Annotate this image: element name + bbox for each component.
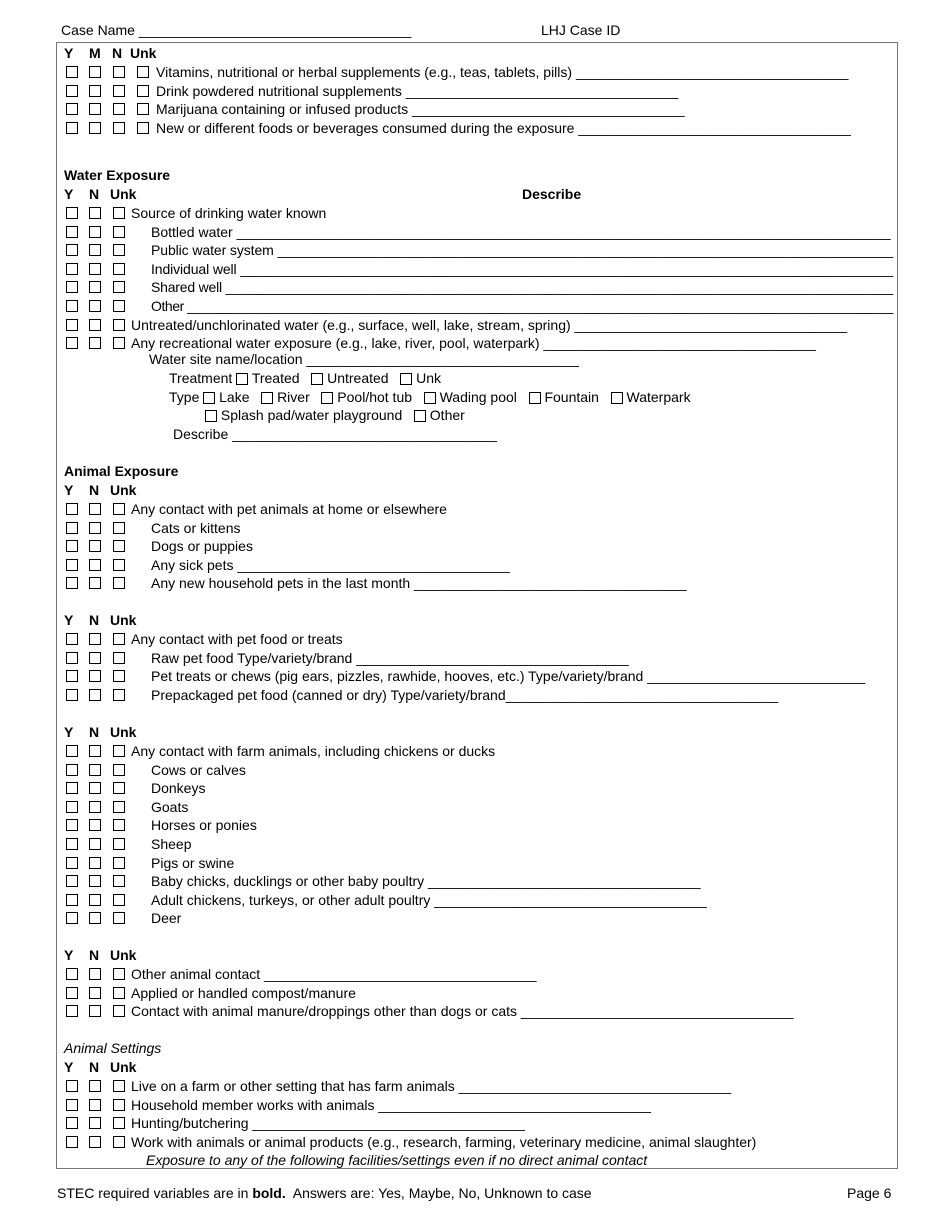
farm-row-8-checkbox-y[interactable] xyxy=(66,894,78,906)
water-row-5-checkbox-y[interactable] xyxy=(66,300,78,312)
water-row-2-checkbox-unk[interactable] xyxy=(113,244,125,256)
farm-row-1-checkbox-unk[interactable] xyxy=(113,764,125,776)
settings-row-0-checkbox-n[interactable] xyxy=(89,1080,101,1092)
farm-row-2-label: Donkeys xyxy=(151,780,206,796)
farm-row-3-checkbox-unk[interactable] xyxy=(113,801,125,813)
treatment-untreated-checkbox[interactable] xyxy=(311,373,323,385)
col-header-n: N xyxy=(112,45,123,61)
treatment-treated-label: Treated xyxy=(251,370,300,386)
other-col-y: Y xyxy=(64,947,74,963)
farm-row-4-checkbox-n[interactable] xyxy=(89,819,101,831)
water-row-7-checkbox-n[interactable] xyxy=(89,337,101,349)
other-row-1-checkbox-n[interactable] xyxy=(89,987,101,999)
petfood-row-2-checkbox-unk[interactable] xyxy=(113,670,125,682)
water-row-7-label: Any recreational water exposure (e.g., lake, river, pool, waterpark) ___________________________________ xyxy=(131,335,816,351)
farm-row-6-checkbox-n[interactable] xyxy=(89,857,101,869)
top-row-3-checkbox-unk[interactable] xyxy=(137,122,149,134)
farm-row-8-label: Adult chickens, turkeys, or other adult poultry ___________________________________ xyxy=(151,892,707,908)
settings-row-2-checkbox-y[interactable] xyxy=(66,1117,78,1129)
settings-row-1-checkbox-y[interactable] xyxy=(66,1099,78,1111)
water-row-6-checkbox-n[interactable] xyxy=(89,319,101,331)
farm-row-7-checkbox-y[interactable] xyxy=(66,875,78,887)
settings-row-0-checkbox-unk[interactable] xyxy=(113,1080,125,1092)
animal-section-title: Animal Exposure xyxy=(64,463,179,479)
farm-row-9-checkbox-n[interactable] xyxy=(89,912,101,924)
farm-row-9-checkbox-unk[interactable] xyxy=(113,912,125,924)
petfood-row-1-label: Raw pet food Type/variety/brand ___________________________________ xyxy=(151,650,629,666)
pets-row-0-checkbox-n[interactable] xyxy=(89,503,101,515)
water-row-6-checkbox-y[interactable] xyxy=(66,319,78,331)
farm-row-5-checkbox-y[interactable] xyxy=(66,838,78,850)
type-waterpark-checkbox[interactable] xyxy=(611,392,623,404)
type-wading-pool-label: Wading pool xyxy=(439,389,517,405)
other-row-2-checkbox-unk[interactable] xyxy=(113,1005,125,1017)
pets-row-3-checkbox-y[interactable] xyxy=(66,559,78,571)
treatment-unk-checkbox[interactable] xyxy=(400,373,412,385)
petfood-row-3-checkbox-unk[interactable] xyxy=(113,689,125,701)
water-row-3-checkbox-n[interactable] xyxy=(89,263,101,275)
farm-row-1-checkbox-y[interactable] xyxy=(66,764,78,776)
farm-row-0-checkbox-y[interactable] xyxy=(66,745,78,757)
farm-row-6-checkbox-y[interactable] xyxy=(66,857,78,869)
petfood-row-0-checkbox-n[interactable] xyxy=(89,633,101,645)
top-row-0-label: Vitamins, nutritional or herbal supplements (e.g., teas, tablets, pills) ___________________________________ xyxy=(156,64,849,80)
other-row-2-label: Contact with animal manure/droppings other than dogs or cats ___________________________________ xyxy=(131,1003,794,1019)
type-splash-pad-label: Splash pad/water playground xyxy=(220,407,403,423)
facilities-note: Exposure to any of the following facilities/settings even if no direct animal contact xyxy=(146,1152,648,1168)
top-row-3-label: New or different foods or beverages consumed during the exposure ___________________________________ xyxy=(156,120,851,136)
treatment-label: Treatment xyxy=(169,370,233,386)
farm-col-n: N xyxy=(89,724,100,740)
top-row-0-checkbox-unk[interactable] xyxy=(137,66,149,78)
type-river-label: River xyxy=(277,389,310,405)
pets-col-unk: Unk xyxy=(110,482,137,498)
farm-row-2-checkbox-n[interactable] xyxy=(89,782,101,794)
top-row-2-checkbox-unk[interactable] xyxy=(137,103,149,115)
pets-row-4-checkbox-y[interactable] xyxy=(66,577,78,589)
petfood-row-1-checkbox-unk[interactable] xyxy=(113,652,125,664)
petfood-row-2-label: Pet treats or chews (pig ears, pizzles, rawhide, hooves, etc.) Type/variety/brand ____________________________ xyxy=(151,668,866,684)
col-header-y: Y xyxy=(64,45,74,61)
petfood-col-unk: Unk xyxy=(110,612,137,628)
other-row-2-checkbox-n[interactable] xyxy=(89,1005,101,1017)
farm-row-9-checkbox-y[interactable] xyxy=(66,912,78,924)
farm-row-4-checkbox-unk[interactable] xyxy=(113,819,125,831)
water-row-4-checkbox-y[interactable] xyxy=(66,281,78,293)
pets-row-0-checkbox-y[interactable] xyxy=(66,503,78,515)
treatment-row xyxy=(169,370,441,387)
type-waterpark-label: Waterpark xyxy=(626,389,691,405)
top-row-1-checkbox-m[interactable] xyxy=(89,85,101,97)
farm-row-7-checkbox-n[interactable] xyxy=(89,875,101,887)
settings-row-2-checkbox-unk[interactable] xyxy=(113,1117,125,1129)
pets-row-1-label: Cats or kittens xyxy=(151,520,241,536)
petfood-col-y: Y xyxy=(64,612,74,628)
settings-row-1-checkbox-n[interactable] xyxy=(89,1099,101,1111)
other-row-2-checkbox-y[interactable] xyxy=(66,1005,78,1017)
top-row-2-label: Marijuana containing or infused products ___________________________________ xyxy=(156,101,685,117)
settings-row-2-checkbox-n[interactable] xyxy=(89,1117,101,1129)
water-row-2-label: Public water system ________________________________________________________________________________ xyxy=(151,242,893,258)
water-col-unk: Unk xyxy=(110,186,137,202)
farm-col-y: Y xyxy=(64,724,74,740)
type-lake-checkbox[interactable] xyxy=(203,392,215,404)
water-row-5-checkbox-unk[interactable] xyxy=(113,300,125,312)
type-row xyxy=(169,389,691,406)
petfood-row-3-checkbox-y[interactable] xyxy=(66,689,78,701)
pets-row-3-checkbox-unk[interactable] xyxy=(113,559,125,571)
pets-col-y: Y xyxy=(64,482,74,498)
type-other-checkbox[interactable] xyxy=(414,410,426,422)
page-number: Page 6 xyxy=(847,1185,892,1201)
settings-row-3-checkbox-unk[interactable] xyxy=(113,1136,125,1148)
type-fountain-checkbox[interactable] xyxy=(529,392,541,404)
top-row-2-checkbox-m[interactable] xyxy=(89,103,101,115)
farm-row-7-label: Baby chicks, ducklings or other baby poultry ___________________________________ xyxy=(151,873,701,889)
settings-row-2-label: Hunting/butchering ___________________________________ xyxy=(131,1115,525,1131)
type-wading-pool-checkbox[interactable] xyxy=(424,392,436,404)
water-row-1-checkbox-y[interactable] xyxy=(66,226,78,238)
col-header-m: M xyxy=(89,45,101,61)
farm-row-9-label: Deer xyxy=(151,910,182,926)
other-col-unk: Unk xyxy=(110,947,137,963)
animal-settings-title: Animal Settings xyxy=(64,1040,162,1056)
water-row-3-checkbox-unk[interactable] xyxy=(113,263,125,275)
top-row-2-checkbox-n[interactable] xyxy=(113,103,125,115)
top-row-3-checkbox-m[interactable] xyxy=(89,122,101,134)
top-row-0-checkbox-y[interactable] xyxy=(66,66,78,78)
petfood-row-3-label: Prepackaged pet food (canned or dry) Type/variety/brand___________________________________ xyxy=(151,687,779,703)
petfood-col-n: N xyxy=(89,612,100,628)
petfood-row-1-checkbox-n[interactable] xyxy=(89,652,101,664)
col-header-unk: Unk xyxy=(130,45,157,61)
footer-note-bold: bold. xyxy=(252,1185,286,1201)
farm-row-4-checkbox-y[interactable] xyxy=(66,819,78,831)
top-row-1-checkbox-unk[interactable] xyxy=(137,85,149,97)
other-col-n: N xyxy=(89,947,100,963)
water-row-6-checkbox-unk[interactable] xyxy=(113,319,125,331)
top-row-3-checkbox-y[interactable] xyxy=(66,122,78,134)
water-row-0-checkbox-n[interactable] xyxy=(89,207,101,219)
water-row-1-checkbox-unk[interactable] xyxy=(113,226,125,238)
farm-row-5-label: Sheep xyxy=(151,836,192,852)
lhj-case-id-label: LHJ Case ID xyxy=(541,22,621,38)
other-row-0-checkbox-y[interactable] xyxy=(66,968,78,980)
farm-row-6-label: Pigs or swine xyxy=(151,855,235,871)
type-pool-checkbox[interactable] xyxy=(321,392,333,404)
farm-row-1-checkbox-n[interactable] xyxy=(89,764,101,776)
top-row-3-checkbox-n[interactable] xyxy=(113,122,125,134)
water-row-6-label: Untreated/unchlorinated water (e.g., surface, well, lake, stream, spring) ___________________________________ xyxy=(131,317,848,333)
farm-row-6-checkbox-unk[interactable] xyxy=(113,857,125,869)
farm-row-0-checkbox-unk[interactable] xyxy=(113,745,125,757)
water-row-1-checkbox-n[interactable] xyxy=(89,226,101,238)
water-row-4-checkbox-n[interactable] xyxy=(89,281,101,293)
other-row-0-checkbox-n[interactable] xyxy=(89,968,101,980)
petfood-row-0-checkbox-unk[interactable] xyxy=(113,633,125,645)
water-row-2-checkbox-n[interactable] xyxy=(89,244,101,256)
footer-note-suffix: Answers are: Yes, Maybe, No, Unknown to case xyxy=(285,1185,592,1201)
top-row-1-label: Drink powdered nutritional supplements ___________________________________ xyxy=(156,83,679,99)
farm-row-0-checkbox-n[interactable] xyxy=(89,745,101,757)
water-row-0-checkbox-unk[interactable] xyxy=(113,207,125,219)
type-row-2 xyxy=(205,407,465,424)
settings-row-1-checkbox-unk[interactable] xyxy=(113,1099,125,1111)
water-row-0-checkbox-y[interactable] xyxy=(66,207,78,219)
settings-row-3-label: Work with animals or animal products (e.g., research, farming, veterinary medicine, animal slaughter) xyxy=(131,1134,757,1150)
other-row-1-checkbox-unk[interactable] xyxy=(113,987,125,999)
top-row-0-checkbox-m[interactable] xyxy=(89,66,101,78)
water-section-title: Water Exposure xyxy=(64,167,171,183)
type-label: Type xyxy=(169,389,200,405)
settings-row-3-checkbox-y[interactable] xyxy=(66,1136,78,1148)
water-row-3-checkbox-y[interactable] xyxy=(66,263,78,275)
petfood-row-3-checkbox-n[interactable] xyxy=(89,689,101,701)
water-row-3-label: Individual well _____________________________________________________________________________________ xyxy=(151,261,893,277)
settings-col-n: N xyxy=(89,1059,100,1075)
type-river-checkbox[interactable] xyxy=(261,392,273,404)
pets-row-1-checkbox-y[interactable] xyxy=(66,522,78,534)
other-row-1-checkbox-y[interactable] xyxy=(66,987,78,999)
pets-row-1-checkbox-n[interactable] xyxy=(89,522,101,534)
pets-row-2-checkbox-unk[interactable] xyxy=(113,540,125,552)
farm-row-8-checkbox-unk[interactable] xyxy=(113,894,125,906)
farm-row-8-checkbox-n[interactable] xyxy=(89,894,101,906)
farm-row-3-checkbox-n[interactable] xyxy=(89,801,101,813)
pets-row-0-label: Any contact with pet animals at home or elsewhere xyxy=(131,501,447,517)
settings-col-y: Y xyxy=(64,1059,74,1075)
water-row-0-label: Source of drinking water known xyxy=(131,205,327,221)
pets-row-4-checkbox-unk[interactable] xyxy=(113,577,125,589)
pets-row-3-checkbox-n[interactable] xyxy=(89,559,101,571)
type-other-label: Other xyxy=(429,407,465,423)
water-describe-header: Describe xyxy=(522,186,582,202)
water-row-7-checkbox-y[interactable] xyxy=(66,337,78,349)
treatment-untreated-label: Untreated xyxy=(327,370,389,386)
settings-row-0-label: Live on a farm or other setting that has farm animals ___________________________________ xyxy=(131,1078,732,1094)
petfood-row-0-checkbox-y[interactable] xyxy=(66,633,78,645)
top-row-1-checkbox-y[interactable] xyxy=(66,85,78,97)
footer-note xyxy=(57,1185,592,1202)
farm-row-3-label: Goats xyxy=(151,799,189,815)
pets-row-4-checkbox-n[interactable] xyxy=(89,577,101,589)
pets-row-1-checkbox-unk[interactable] xyxy=(113,522,125,534)
water-row-5-label: Other ________________________________________________________________________________________________ xyxy=(151,298,894,314)
pets-row-2-checkbox-n[interactable] xyxy=(89,540,101,552)
farm-row-7-checkbox-unk[interactable] xyxy=(113,875,125,887)
petfood-row-2-checkbox-y[interactable] xyxy=(66,670,78,682)
water-col-y: Y xyxy=(64,186,74,202)
top-row-0-checkbox-n[interactable] xyxy=(113,66,125,78)
pets-col-n: N xyxy=(89,482,100,498)
petfood-row-1-checkbox-y[interactable] xyxy=(66,652,78,664)
farm-row-2-checkbox-unk[interactable] xyxy=(113,782,125,794)
type-fountain-label: Fountain xyxy=(544,389,599,405)
settings-col-unk: Unk xyxy=(110,1059,137,1075)
pets-row-3-label: Any sick pets ___________________________________ xyxy=(151,557,510,573)
treatment-treated-checkbox[interactable] xyxy=(236,373,248,385)
footer-note-prefix: STEC required variables are in xyxy=(57,1185,253,1201)
pets-row-4-label: Any new household pets in the last month ___________________________________ xyxy=(151,575,687,591)
water-row-4-label: Shared well ________________________________________________________________________________________ xyxy=(151,279,894,295)
settings-row-0-checkbox-y[interactable] xyxy=(66,1080,78,1092)
water-site-name: Water site name/location ___________________________________ xyxy=(149,351,579,367)
pets-row-2-label: Dogs or puppies xyxy=(151,538,253,554)
other-row-1-label: Applied or handled compost/manure xyxy=(131,985,356,1001)
farm-row-5-checkbox-n[interactable] xyxy=(89,838,101,850)
top-row-2-checkbox-y[interactable] xyxy=(66,103,78,115)
settings-row-1-label: Household member works with animals ___________________________________ xyxy=(131,1097,651,1113)
other-row-0-label: Other animal contact ___________________________________ xyxy=(131,966,537,982)
treatment-unk-label: Unk xyxy=(416,370,442,386)
water-row-7-checkbox-unk[interactable] xyxy=(113,337,125,349)
type-splash-pad-checkbox[interactable] xyxy=(205,410,217,422)
petfood-row-2-checkbox-n[interactable] xyxy=(89,670,101,682)
water-row-5-checkbox-n[interactable] xyxy=(89,300,101,312)
type-lake-label: Lake xyxy=(219,389,250,405)
farm-row-3-checkbox-y[interactable] xyxy=(66,801,78,813)
type-pool-label: Pool/hot tub xyxy=(337,389,413,405)
water-row-4-checkbox-unk[interactable] xyxy=(113,281,125,293)
farm-row-4-label: Horses or ponies xyxy=(151,817,257,833)
water-row-2-checkbox-y[interactable] xyxy=(66,244,78,256)
farm-row-5-checkbox-unk[interactable] xyxy=(113,838,125,850)
water-row-1-label: Bottled water ____________________________________________________________________________________ xyxy=(151,224,891,240)
case-name-label: Case Name ___________________________________ xyxy=(61,22,412,38)
pets-row-2-checkbox-y[interactable] xyxy=(66,540,78,552)
farm-row-2-checkbox-y[interactable] xyxy=(66,782,78,794)
water-describe-line: Describe __________________________________ xyxy=(173,426,497,442)
water-col-n: N xyxy=(89,186,100,202)
petfood-row-0-label: Any contact with pet food or treats xyxy=(131,631,343,647)
other-row-0-checkbox-unk[interactable] xyxy=(113,968,125,980)
farm-col-unk: Unk xyxy=(110,724,137,740)
pets-row-0-checkbox-unk[interactable] xyxy=(113,503,125,515)
settings-row-3-checkbox-n[interactable] xyxy=(89,1136,101,1148)
farm-row-1-label: Cows or calves xyxy=(151,762,246,778)
top-row-1-checkbox-n[interactable] xyxy=(113,85,125,97)
farm-row-0-label: Any contact with farm animals, including chickens or ducks xyxy=(131,743,496,759)
